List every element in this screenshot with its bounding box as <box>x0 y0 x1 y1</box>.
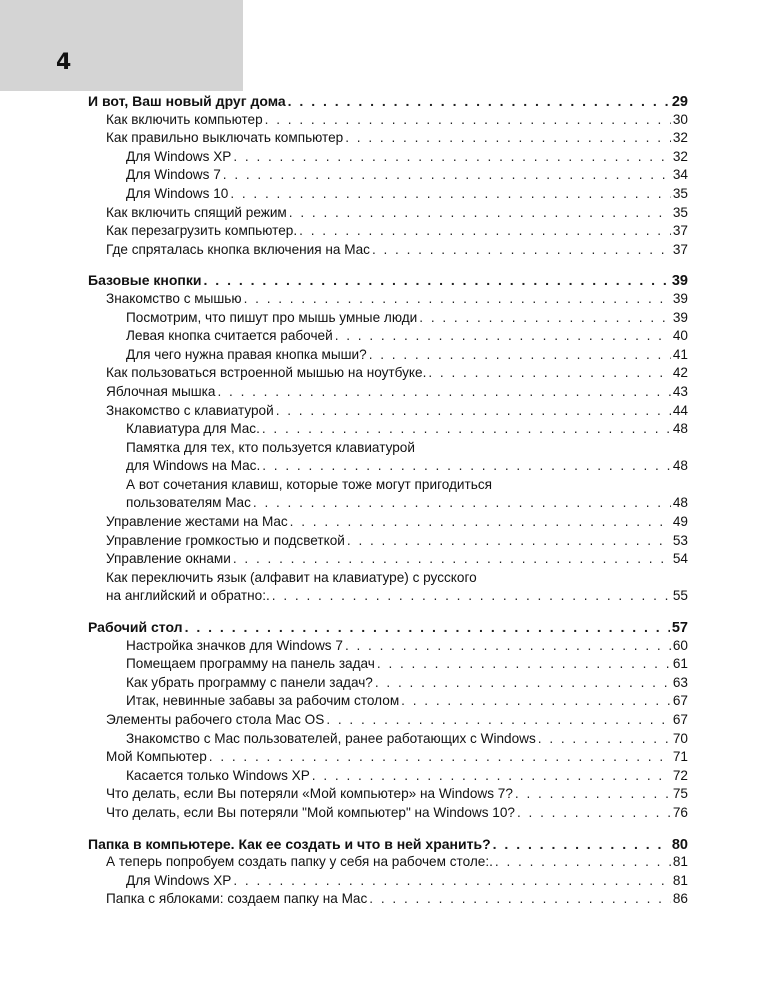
toc-entry[interactable] <box>88 550 688 569</box>
toc-entry-title: Как убрать программу с панели задач? <box>126 674 373 690</box>
toc-entry-page: 40 <box>672 328 688 344</box>
toc-entry[interactable] <box>88 476 688 495</box>
toc-entry-page: 57 <box>671 620 688 637</box>
toc-entry-title: Папка с яблоками: создаем папку на Mac <box>106 891 368 907</box>
dot-leader <box>223 166 671 185</box>
toc-section <box>0 618 763 823</box>
toc-entry-page: 49 <box>672 514 688 530</box>
toc-entry-page: 43 <box>672 383 688 399</box>
toc-entry-page: 48 <box>672 421 688 437</box>
dot-leader <box>230 185 671 204</box>
toc-entry-page: 41 <box>672 346 688 362</box>
dot-leader <box>419 309 671 328</box>
dot-leader <box>299 222 671 241</box>
toc-entry-page: 34 <box>672 167 688 183</box>
toc-entry[interactable] <box>88 674 688 693</box>
toc-entry-page: 35 <box>672 204 688 220</box>
dot-leader <box>401 692 671 711</box>
toc-entry-title: Для Windows XP <box>126 148 232 164</box>
toc-entry-page: 37 <box>672 223 688 239</box>
toc-entry-title: Помещаем программу на панель задач <box>126 656 375 672</box>
toc-entry-page: 35 <box>672 185 688 201</box>
toc-entry[interactable] <box>88 637 688 656</box>
toc-entry-title: Для Windows 10 <box>126 185 229 201</box>
toc-entry-page: 67 <box>672 693 688 709</box>
toc-entry-title: Знакомство с мышью <box>106 290 242 306</box>
dot-leader <box>233 872 671 891</box>
toc-entry[interactable] <box>88 587 688 606</box>
toc-entry[interactable] <box>88 439 688 458</box>
dot-leader <box>290 513 671 532</box>
toc-entry-page: 86 <box>672 891 688 907</box>
toc-entry[interactable] <box>88 204 688 223</box>
toc-entry-title: А вот сочетания клавиш, которые тоже могут пригодиться <box>126 476 492 492</box>
toc-entry-page: 53 <box>672 532 688 548</box>
dot-leader <box>538 730 671 749</box>
toc-entry-page: 63 <box>672 674 688 690</box>
toc-entry-title: Знакомство с Mac пользователей, ранее работающих с Windows <box>126 730 536 746</box>
dot-leader <box>262 457 671 476</box>
toc-entry[interactable] <box>88 655 688 674</box>
dot-leader <box>276 402 671 421</box>
toc-entry-title: Клавиатура для Mac. <box>126 421 260 437</box>
toc-entry-page: 75 <box>672 786 688 802</box>
toc-entry-title: Элементы рабочего стола Mac OS <box>106 712 325 727</box>
toc-entry[interactable] <box>88 692 688 711</box>
toc-entry-title: Управление жестами на Mac <box>106 514 288 530</box>
toc-entry-title: Где спряталась кнопка включения на Mac <box>106 241 370 257</box>
dot-leader <box>209 748 671 767</box>
toc-entry-title: Памятка для тех, кто пользуется клавиатурой <box>126 439 415 455</box>
toc-entry[interactable] <box>88 711 688 730</box>
toc-entry-title: Папка в компьютере. Как ее создать и что в ней хранить? <box>88 835 491 852</box>
toc-entry-page: 29 <box>671 94 688 110</box>
toc-entry-page: 72 <box>672 767 688 783</box>
toc-entry[interactable] <box>88 457 688 476</box>
toc-entry[interactable] <box>88 166 688 185</box>
toc-entry-page: 42 <box>672 365 688 381</box>
toc-entry-title: Яблочная мышка <box>106 383 216 399</box>
toc-entry[interactable] <box>88 185 688 204</box>
toc-entry[interactable] <box>88 420 688 439</box>
toc-entry[interactable] <box>88 513 688 532</box>
toc-entry[interactable] <box>88 346 688 365</box>
toc-entry-title: Рабочий стол <box>88 619 183 636</box>
dot-leader <box>372 241 671 260</box>
toc-entry[interactable] <box>88 767 688 786</box>
toc-entry-page: 39 <box>672 309 688 325</box>
dot-leader <box>289 204 671 223</box>
toc-entry-title: Управление окнами <box>106 551 231 567</box>
dot-leader <box>185 618 670 637</box>
dot-leader <box>244 290 671 309</box>
toc-entry-title: Базовые кнопки <box>88 272 202 289</box>
toc-entry-title: для Windows на Mac. <box>126 458 261 474</box>
toc-entry-title: пользователям Mac <box>126 495 251 511</box>
toc-entry[interactable] <box>88 890 688 909</box>
toc-entry[interactable] <box>88 494 688 513</box>
toc-entry-title: Для чего нужна правая кнопка мыши? <box>126 346 367 362</box>
toc-entry-page: 61 <box>672 656 688 672</box>
toc-entry[interactable] <box>88 804 688 823</box>
dot-leader <box>335 327 671 346</box>
toc-entry-page: 70 <box>672 730 688 746</box>
toc-entry-page: 48 <box>672 458 688 474</box>
dot-leader <box>495 853 671 872</box>
page-number-tab <box>0 0 243 91</box>
toc-entry[interactable] <box>88 569 688 588</box>
toc-chapter-entry[interactable] <box>88 835 688 854</box>
dot-leader <box>375 674 671 693</box>
toc-entry-title: А теперь попробуем создать папку у себя на рабочем столе:. <box>106 854 493 870</box>
toc-entry-title: Как правильно выключать компьютер <box>106 130 344 146</box>
dot-leader <box>347 532 671 551</box>
toc-entry-title: Что делать, если Вы потеряли "Мой компьютер" на Windows 10? <box>106 804 515 820</box>
toc-chapter-entry[interactable] <box>88 271 688 290</box>
dot-leader <box>233 550 671 569</box>
toc-entry-title: Итак, невинные забавы за рабочим столом <box>126 693 400 709</box>
toc-entry-page: 39 <box>672 290 688 306</box>
toc-entry-title: Как включить компьютер <box>106 111 263 127</box>
toc-entry-title: Знакомство с клавиатурой <box>106 402 274 418</box>
toc-entry[interactable] <box>88 241 688 260</box>
toc-entry-title: Посмотрим, что пишут про мышь умные люди <box>126 309 418 325</box>
toc-entry[interactable] <box>88 148 688 167</box>
dot-leader <box>312 767 671 786</box>
toc-entry-title: Для Windows 7 <box>126 167 221 183</box>
toc-entry-page: 54 <box>672 551 688 567</box>
toc-entry[interactable] <box>88 785 688 804</box>
toc-entry-page: 32 <box>672 130 688 146</box>
toc-entry[interactable] <box>88 872 688 891</box>
toc-entry[interactable] <box>88 402 688 421</box>
dot-leader <box>217 383 670 402</box>
dot-leader <box>345 129 671 148</box>
toc-entry-title: Как переключить язык (алфавит на клавиатуре) с русского <box>106 569 477 585</box>
toc-entry-page: 76 <box>672 804 688 820</box>
toc-entry[interactable] <box>88 222 688 241</box>
dot-leader <box>377 655 671 674</box>
dot-leader <box>369 346 671 365</box>
dot-leader <box>428 364 671 383</box>
toc-entry[interactable] <box>88 290 688 309</box>
dot-leader <box>515 785 671 804</box>
toc-entry-page: 67 <box>672 712 688 727</box>
dot-leader <box>262 420 671 439</box>
toc-section <box>0 92 763 259</box>
dot-leader <box>493 835 670 854</box>
toc-entry-title: Мой Компьютер <box>106 749 207 765</box>
toc-chapter-entry[interactable] <box>88 618 688 637</box>
toc-entry-title: Для Windows XP <box>126 872 232 888</box>
toc-entry-page: 44 <box>672 402 688 418</box>
toc-chapter-entry[interactable] <box>88 92 688 111</box>
toc-entry-title: Как пользоваться встроенной мышью на ноутбуке. <box>106 365 427 381</box>
toc-entry-title: Как перезагрузить компьютер. <box>106 223 298 239</box>
dot-leader <box>272 587 671 606</box>
toc-entry[interactable] <box>88 111 688 130</box>
dot-leader <box>265 111 671 130</box>
toc-entry[interactable] <box>88 129 688 148</box>
dot-leader <box>345 637 671 656</box>
dot-leader <box>233 148 671 167</box>
toc-entry-page: 37 <box>672 241 688 257</box>
toc-entry[interactable] <box>88 748 688 767</box>
toc-entry-title: Касается только Windows XP <box>126 767 310 783</box>
toc-entry-title: И вот, Ваш новый друг дома <box>88 93 286 109</box>
table-of-contents <box>0 90 763 921</box>
toc-entry[interactable] <box>88 327 688 346</box>
toc-entry-title: на английский и обратно:. <box>106 588 270 604</box>
toc-entry-page: 32 <box>672 148 688 164</box>
toc-entry-page: 71 <box>672 749 688 765</box>
toc-entry-title: Как включить спящий режим <box>106 204 287 220</box>
toc-section <box>0 835 763 909</box>
toc-entry[interactable] <box>88 532 688 551</box>
toc-entry-title: Настройка значков для Windows 7 <box>126 637 343 653</box>
toc-entry-page: 81 <box>672 872 688 888</box>
dot-leader <box>204 271 670 290</box>
toc-entry-page: 39 <box>671 273 688 290</box>
dot-leader <box>326 711 671 730</box>
page-number: 4 <box>56 50 72 75</box>
toc-entry[interactable] <box>88 730 688 749</box>
toc-entry-title: Управление громкостью и подсветкой <box>106 532 345 548</box>
dot-leader <box>288 92 670 111</box>
toc-entry-page: 81 <box>672 854 688 870</box>
toc-entry-title: Левая кнопка считается рабочей <box>126 328 333 344</box>
toc-entry[interactable] <box>88 853 688 872</box>
toc-entry[interactable] <box>88 309 688 328</box>
toc-entry[interactable] <box>88 383 688 402</box>
toc-entry-page: 55 <box>672 588 688 604</box>
dot-leader <box>253 494 671 513</box>
dot-leader <box>369 890 671 909</box>
dot-leader <box>517 804 671 823</box>
toc-entry-page: 30 <box>672 111 688 127</box>
toc-section <box>0 271 763 606</box>
toc-entry-page: 60 <box>672 637 688 653</box>
toc-entry-title: Что делать, если Вы потеряли «Мой компьютер» на Windows 7? <box>106 786 513 802</box>
toc-entry-page: 80 <box>671 836 688 853</box>
toc-entry[interactable] <box>88 364 688 383</box>
toc-entry-page: 48 <box>672 495 688 511</box>
